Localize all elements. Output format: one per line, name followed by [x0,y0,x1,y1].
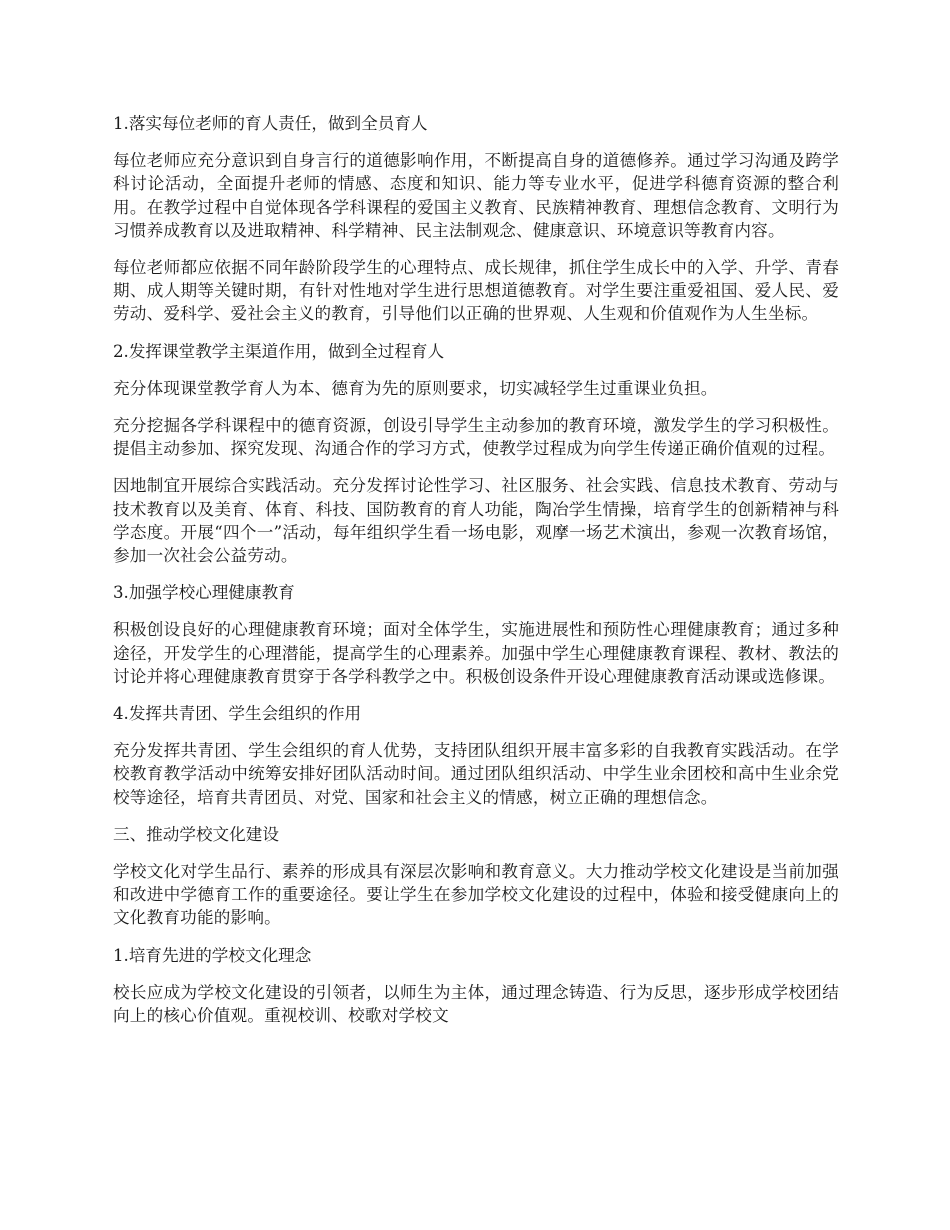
section-heading: 1.培育先进的学校文化理念 [113,945,312,965]
section-heading: 2.发挥课堂教学主渠道作用，做到全过程育人 [113,341,445,361]
paragraph: 因地制宜开展综合实践活动。充分发挥讨论性学习、社区服务、社会实践、信息技术教育、劳动与技术教育以及美育、体育、科技、国防教育的育人功能，陶冶学生情操，培育学生的创新精神与科学态度。开展“四个一”活动，每年组织学生看一场电影，观摩一场艺术演出，参观一次教育场馆，参加一次社会公益劳动。 [113,476,839,566]
chapter-heading: 三、推动学校文化建设 [113,824,279,844]
paragraph: 积极创设良好的心理健康教育环境；面对全体学生，实施进展性和预防性心理健康教育；通过多种途径，开发学生的心理潜能，提高学生的心理素养。加强中学生心理健康教育课程、教材、教法的讨论并将心理健康教育贯穿于各学科教学之中。积极创设条件开设心理健康教育活动课或选修课。 [113,620,839,686]
paragraph: 校长应成为学校文化建设的引领者，以师生为主体，通过理念铸造、行为反思，逐步形成学校团结向上的核心价值观。重视校训、校歌对学校文 [113,982,839,1026]
paragraph: 充分发挥共青团、学生会组织的育人优势，支持团队组织开展丰富多彩的自我教育实践活动。在学校教育教学活动中统筹安排好团队活动时间。通过团队组织活动、中学生业余团校和高中生业余党校等途径，培育共青团员、对党、国家和社会主义的情感，树立正确的理想信念。 [113,741,839,807]
section-heading: 4.发挥共青团、学生会组织的作用 [113,704,362,724]
paragraph: 充分体现课堂教学育人为本、德育为先的原则要求，切实减轻学生过重课业负担。 [113,378,718,398]
section-heading: 3.加强学校心理健康教育 [113,583,295,603]
paragraph: 学校文化对学生品行、素养的形成具有深层次影响和教育意义。大力推动学校文化建设是当前加强和改进中学德育工作的重要途径。要让学生在参加学校文化建设的过程中，体验和接受健康向上的文化教育功能的影响。 [113,862,839,928]
document-body [113,112,839,1041]
paragraph: 每位老师应充分意识到自身言行的道德影响作用，不断提高自身的道德修养。通过学习沟通及跨学科讨论活动，全面提升老师的情感、态度和知识、能力等专业水平，促进学科德育资源的整合利用。在教学过程中自觉体现各学科课程的爱国主义教育、民族精神教育、理想信念教育、文明行为习惯养成教育以及进取精神、科学精神、民主法制观念、健康意识、环境意识等教育内容。 [113,151,839,240]
paragraph: 每位老师都应依据不同年龄阶段学生的心理特点、成长规律，抓住学生成长中的入学、升学、青春期、成人期等关键时期，有针对性地对学生进行思想道德教育。对学生要注重爱祖国、爱人民、爱劳动、爱科学、爱社会主义的教育，引导他们以正确的世界观、人生观和价值观作为人生坐标。 [113,258,839,324]
paragraph: 充分挖掘各学科课程中的德育资源，创设引导学生主动参加的教育环境，激发学生的学习积极性。提倡主动参加、探究发现、沟通合作的学习方式，使教学过程成为向学生传递正确价值观的过程。 [113,416,839,459]
section-heading: 1.落实每位老师的育人责任，做到全员育人 [113,114,428,133]
